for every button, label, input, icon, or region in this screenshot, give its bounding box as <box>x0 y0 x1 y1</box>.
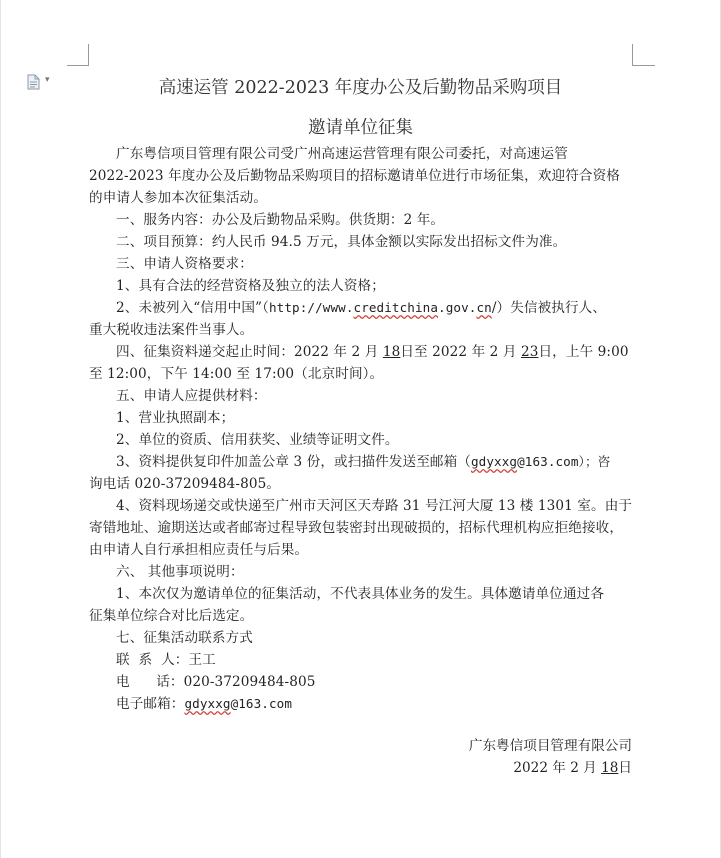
signature-company: 广东粤信项目管理有限公司 <box>468 738 632 754</box>
margin-mark-top-left-h <box>67 65 89 66</box>
section-3-item-2: 2、未被列入“信用中国”（http://www.creditchina.gov.cn/）失信被执行人、 <box>116 300 607 316</box>
contact-email-link[interactable]: gdyxxg <box>184 696 231 711</box>
contact-phone: 电 话：020-37209484-805 <box>116 674 316 690</box>
section-5-item-3: 3、资料提供复印件加盖公章 3 份，或扫描件发送至邮箱（gdyxxg@163.com）；咨 <box>116 454 611 470</box>
contact-email: 电子邮箱：gdyxxg@163.com <box>116 696 293 712</box>
section-4: 四、征集资料递交起止时间：2022 年 2 月 18日至 2022 年 2 月 23日，上午 9:00 <box>116 344 629 360</box>
document-title: 高速运管 2022-2023 年度办公及后勤物品采购项目 <box>158 78 563 98</box>
credit-china-url[interactable]: http://www.creditchina.gov.cn <box>269 300 492 315</box>
margin-mark-top-right-h <box>633 65 655 66</box>
section-6-heading: 六、 其他事项说明： <box>116 564 244 580</box>
intro-line-3: 的申请人参加本次征集活动。 <box>89 190 268 206</box>
document-subtitle: 邀请单位征集 <box>308 118 413 138</box>
section-5-item-4-cont-2: 由申请人自行承担相应责任与后果。 <box>89 542 309 558</box>
section-6-item-1: 1、本次仅为邀请单位的征集活动，不代表具体业务的发生。具体邀请单位通过各 <box>116 586 605 602</box>
intro-line-2: 2022-2023 年度办公及后勤物品采购项目的招标邀请单位进行市场征集，欢迎符合资格 <box>89 168 620 184</box>
section-3-item-1: 1、具有合法的经营资格及独立的法人资格； <box>116 278 385 294</box>
section-5-item-3-cont: 询电话 020-37209484-805。 <box>89 476 281 492</box>
section-7-heading: 七、征集活动联系方式 <box>116 630 253 646</box>
section-3-heading: 三、申请人资格要求： <box>116 256 253 272</box>
section-5-item-2: 2、单位的资质、信用获奖、业绩等证明文件。 <box>116 432 399 448</box>
contact-person: 联 系 人：王工 <box>116 652 216 668</box>
dropdown-arrow-icon[interactable]: ▾ <box>45 75 50 85</box>
section-2: 二、项目预算：约人民币 94.5 万元，具体金额以实际发出招标文件为准。 <box>116 234 567 250</box>
section-1: 一、服务内容：办公及后勤物品采购。供货期：2 年。 <box>116 212 445 228</box>
section-5-item-1: 1、营业执照副本； <box>116 410 235 426</box>
section-5-heading: 五、申请人应提供材料： <box>116 388 267 404</box>
email-link[interactable]: gdyxxg <box>471 454 518 469</box>
signature-date: 2022 年 2 月 18日 <box>513 760 632 776</box>
section-5-item-4-cont-1: 寄错地址、逾期送达或者邮寄过程导致包装密封出现破损的，招标代理机构应拒绝接收， <box>89 520 624 536</box>
margin-mark-top-left-v <box>88 44 89 66</box>
section-4-cont: 至 12:00，下午 14:00 至 17:00（北京时间）。 <box>89 366 384 382</box>
intro-line-1: 广东粤信项目管理有限公司受广州高速运营管理有限公司委托，对高速运管 <box>116 146 568 162</box>
section-3-item-2-cont: 重大税收违法案件当事人。 <box>89 322 254 338</box>
margin-mark-top-right-v <box>632 44 633 66</box>
section-6-item-1-cont: 征集单位综合对比后选定。 <box>89 608 254 624</box>
section-5-item-4: 4、资料现场递交或快递至广州市天河区天寿路 31 号江河大厦 13 楼 1301 室。由于 <box>116 498 633 514</box>
